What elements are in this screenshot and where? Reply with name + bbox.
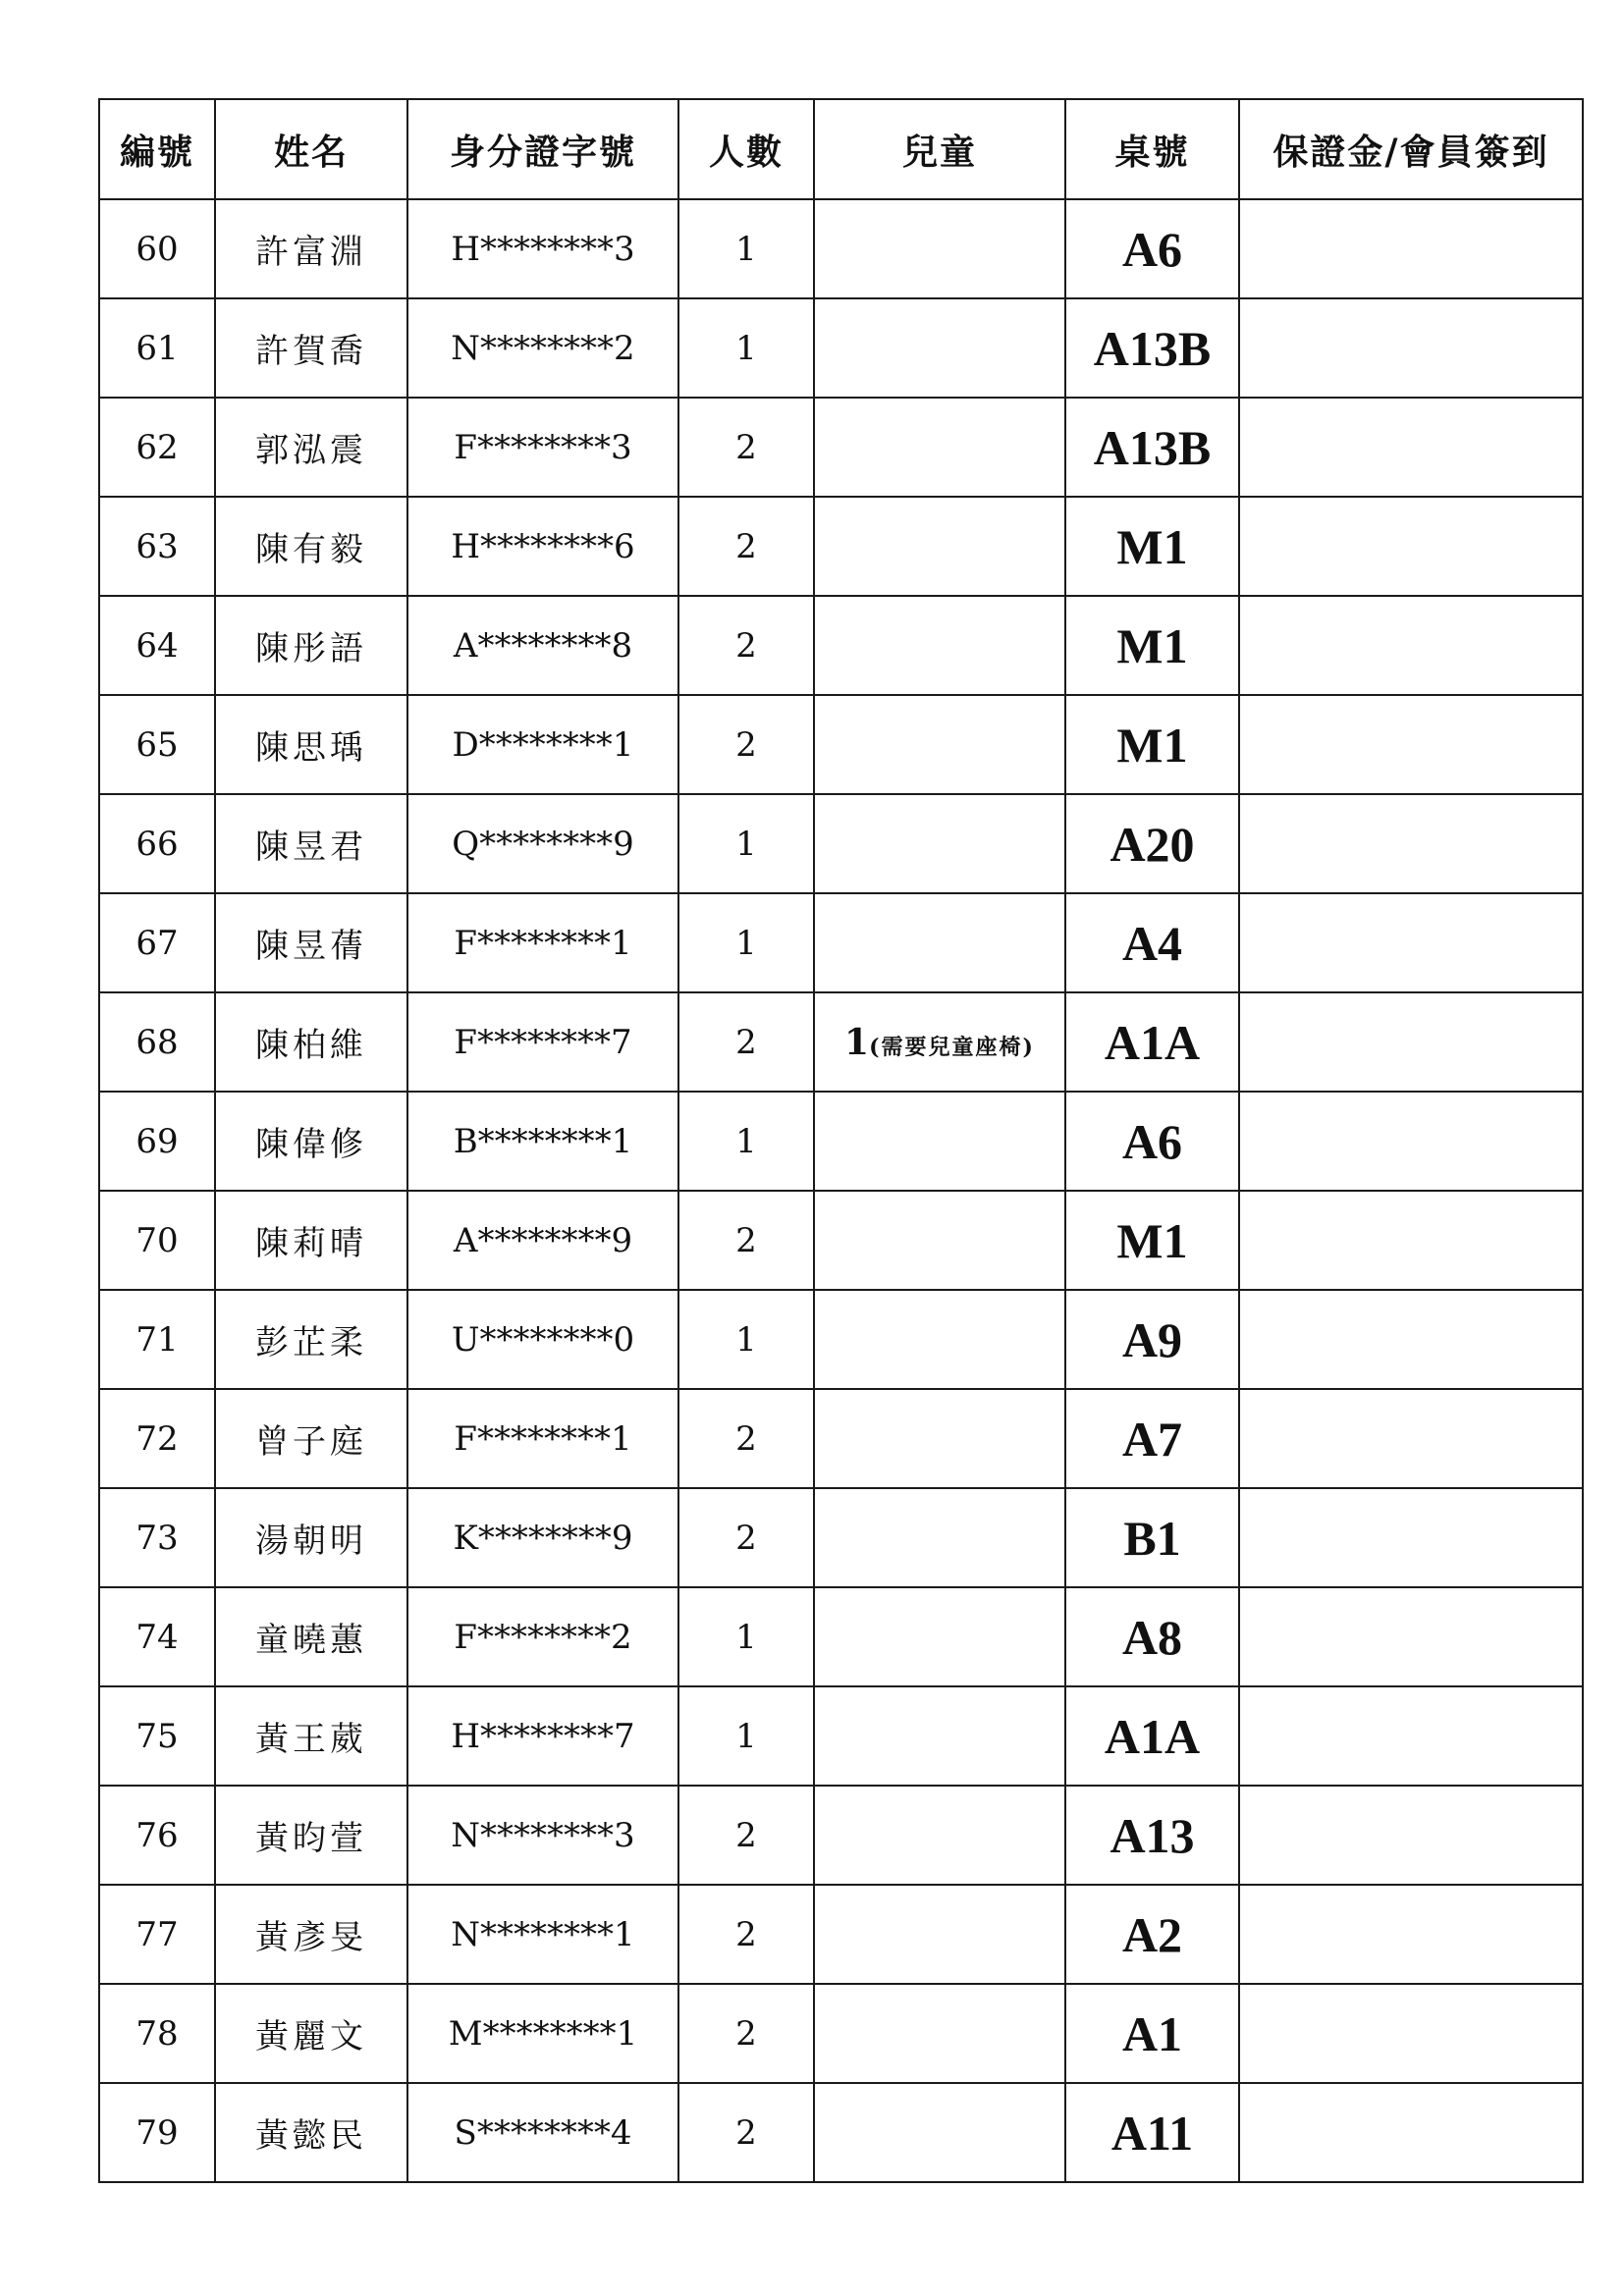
row-number: 72	[99, 1389, 215, 1488]
table-row	[99, 596, 1583, 695]
row-number: 77	[99, 1885, 215, 1984]
row-number: 61	[99, 298, 215, 398]
guest-name: 許富淵	[215, 199, 407, 298]
row-number: 76	[99, 1786, 215, 1885]
id-number: H********7	[407, 1686, 678, 1786]
table-number: A1A	[1065, 1686, 1239, 1786]
guest-name: 陳昱蒨	[215, 893, 407, 992]
guest-name: 湯朝明	[215, 1488, 407, 1587]
guest-name: 彭芷柔	[215, 1290, 407, 1389]
child-cell	[814, 497, 1065, 596]
id-number: F********1	[407, 1389, 678, 1488]
guest-count: 2	[678, 1885, 814, 1984]
table-row	[99, 794, 1583, 893]
guest-count: 1	[678, 1092, 814, 1191]
table-row	[99, 497, 1583, 596]
table-number: A20	[1065, 794, 1239, 893]
child-cell	[814, 1092, 1065, 1191]
signin-cell	[1239, 1984, 1583, 2083]
row-number: 73	[99, 1488, 215, 1587]
child-cell	[814, 1389, 1065, 1488]
child-cell	[814, 199, 1065, 298]
signin-cell	[1239, 893, 1583, 992]
table-number: A4	[1065, 893, 1239, 992]
guest-count: 2	[678, 497, 814, 596]
header-row	[99, 99, 1583, 199]
header-table-no: 桌號	[1065, 99, 1239, 199]
id-number: F********3	[407, 398, 678, 497]
table-number: A13B	[1065, 398, 1239, 497]
signin-cell	[1239, 1290, 1583, 1389]
row-number: 74	[99, 1587, 215, 1686]
guest-name: 黃麗文	[215, 1984, 407, 2083]
id-number: F********7	[407, 992, 678, 1092]
id-number: M********1	[407, 1984, 678, 2083]
row-number: 62	[99, 398, 215, 497]
child-cell	[814, 794, 1065, 893]
table-number: A13	[1065, 1786, 1239, 1885]
row-number: 63	[99, 497, 215, 596]
table-number: A6	[1065, 199, 1239, 298]
guest-name: 曾子庭	[215, 1389, 407, 1488]
table-row	[99, 1488, 1583, 1587]
table-number: M1	[1065, 596, 1239, 695]
table-row	[99, 1389, 1583, 1488]
guest-count: 1	[678, 794, 814, 893]
signin-cell	[1239, 1092, 1583, 1191]
table-body	[99, 199, 1583, 2182]
table-row	[99, 1092, 1583, 1191]
id-number: K********9	[407, 1488, 678, 1587]
guest-count: 1	[678, 199, 814, 298]
table-header	[99, 99, 1583, 199]
id-number: B********1	[407, 1092, 678, 1191]
id-number: D********1	[407, 695, 678, 794]
table-row	[99, 2083, 1583, 2182]
row-number: 71	[99, 1290, 215, 1389]
header-id: 身分證字號	[407, 99, 678, 199]
child-cell	[814, 1290, 1065, 1389]
guest-name: 黃彥旻	[215, 1885, 407, 1984]
guest-roster-table	[98, 98, 1584, 2183]
guest-count: 2	[678, 992, 814, 1092]
child-count: 1	[844, 1021, 870, 1063]
child-cell	[814, 596, 1065, 695]
id-number: H********3	[407, 199, 678, 298]
guest-name: 陳有毅	[215, 497, 407, 596]
child-cell	[814, 1984, 1065, 2083]
table-row	[99, 1290, 1583, 1389]
child-cell	[814, 298, 1065, 398]
guest-name: 黃昀萱	[215, 1786, 407, 1885]
table-number: A9	[1065, 1290, 1239, 1389]
table-row	[99, 1984, 1583, 2083]
guest-count: 1	[678, 893, 814, 992]
signin-cell	[1239, 695, 1583, 794]
guest-count: 1	[678, 298, 814, 398]
table-row	[99, 298, 1583, 398]
table-number: A13B	[1065, 298, 1239, 398]
table-row	[99, 992, 1583, 1092]
table-row	[99, 695, 1583, 794]
guest-name: 黃懿民	[215, 2083, 407, 2182]
row-number: 64	[99, 596, 215, 695]
signin-cell	[1239, 1587, 1583, 1686]
id-number: Q********9	[407, 794, 678, 893]
child-cell	[814, 1488, 1065, 1587]
table-row	[99, 1885, 1583, 1984]
table-number: M1	[1065, 1191, 1239, 1290]
table-number: M1	[1065, 497, 1239, 596]
guest-count: 2	[678, 398, 814, 497]
header-no: 編號	[99, 99, 215, 199]
table-number: A1	[1065, 1984, 1239, 2083]
table-number: B1	[1065, 1488, 1239, 1587]
id-number: N********3	[407, 1786, 678, 1885]
guest-count: 2	[678, 695, 814, 794]
row-number: 66	[99, 794, 215, 893]
guest-count: 2	[678, 1488, 814, 1587]
row-number: 69	[99, 1092, 215, 1191]
row-number: 75	[99, 1686, 215, 1786]
table-number: A11	[1065, 2083, 1239, 2182]
id-number: A********8	[407, 596, 678, 695]
id-number: N********2	[407, 298, 678, 398]
signin-cell	[1239, 1191, 1583, 1290]
id-number: F********1	[407, 893, 678, 992]
guest-name: 陳思瑀	[215, 695, 407, 794]
signin-cell	[1239, 992, 1583, 1092]
table-row	[99, 1686, 1583, 1786]
child-cell	[814, 893, 1065, 992]
id-number: A********9	[407, 1191, 678, 1290]
child-cell	[814, 2083, 1065, 2182]
table-number: M1	[1065, 695, 1239, 794]
guest-name: 黃王葳	[215, 1686, 407, 1786]
child-cell	[814, 1786, 1065, 1885]
signin-cell	[1239, 2083, 1583, 2182]
guest-name: 陳偉修	[215, 1092, 407, 1191]
child-cell	[814, 398, 1065, 497]
guest-name: 陳莉晴	[215, 1191, 407, 1290]
signin-cell	[1239, 497, 1583, 596]
table-number: A6	[1065, 1092, 1239, 1191]
id-number: H********6	[407, 497, 678, 596]
table-row	[99, 398, 1583, 497]
guest-count: 2	[678, 1984, 814, 2083]
signin-cell	[1239, 596, 1583, 695]
id-number: S********4	[407, 2083, 678, 2182]
table-row	[99, 1587, 1583, 1686]
id-number: U********0	[407, 1290, 678, 1389]
signin-cell	[1239, 298, 1583, 398]
signin-cell	[1239, 1885, 1583, 1984]
guest-count: 1	[678, 1290, 814, 1389]
guest-count: 2	[678, 1786, 814, 1885]
guest-name: 陳昱君	[215, 794, 407, 893]
row-number: 65	[99, 695, 215, 794]
guest-count: 1	[678, 1587, 814, 1686]
row-number: 78	[99, 1984, 215, 2083]
table-row	[99, 1191, 1583, 1290]
guest-count: 2	[678, 596, 814, 695]
signin-cell	[1239, 794, 1583, 893]
signin-cell	[1239, 1389, 1583, 1488]
guest-name: 陳柏維	[215, 992, 407, 1092]
row-number: 68	[99, 992, 215, 1092]
header-child: 兒童	[814, 99, 1065, 199]
id-number: N********1	[407, 1885, 678, 1984]
header-signin: 保證金/會員簽到	[1239, 99, 1583, 199]
guest-name: 陳彤語	[215, 596, 407, 695]
row-number: 70	[99, 1191, 215, 1290]
child-cell	[814, 1191, 1065, 1290]
row-number: 79	[99, 2083, 215, 2182]
table-row	[99, 1786, 1583, 1885]
guest-name: 許賀喬	[215, 298, 407, 398]
signin-cell	[1239, 1686, 1583, 1786]
header-name: 姓名	[215, 99, 407, 199]
child-cell	[814, 992, 1065, 1092]
guest-count: 1	[678, 1686, 814, 1786]
child-cell	[814, 695, 1065, 794]
table-number: A7	[1065, 1389, 1239, 1488]
guest-name: 童曉蕙	[215, 1587, 407, 1686]
child-note: (需要兒童座椅)	[869, 1034, 1035, 1060]
table-row	[99, 893, 1583, 992]
row-number: 60	[99, 199, 215, 298]
child-cell	[814, 1587, 1065, 1686]
header-count: 人數	[678, 99, 814, 199]
signin-cell	[1239, 199, 1583, 298]
table-number: A1A	[1065, 992, 1239, 1092]
signin-cell	[1239, 1488, 1583, 1587]
signin-cell	[1239, 398, 1583, 497]
child-cell	[814, 1686, 1065, 1786]
guest-name: 郭泓震	[215, 398, 407, 497]
table-number: A8	[1065, 1587, 1239, 1686]
table-row	[99, 199, 1583, 298]
child-cell	[814, 1885, 1065, 1984]
table-number: A2	[1065, 1885, 1239, 1984]
id-number: F********2	[407, 1587, 678, 1686]
signin-cell	[1239, 1786, 1583, 1885]
guest-count: 2	[678, 1389, 814, 1488]
guest-count: 2	[678, 1191, 814, 1290]
guest-count: 2	[678, 2083, 814, 2182]
row-number: 67	[99, 893, 215, 992]
